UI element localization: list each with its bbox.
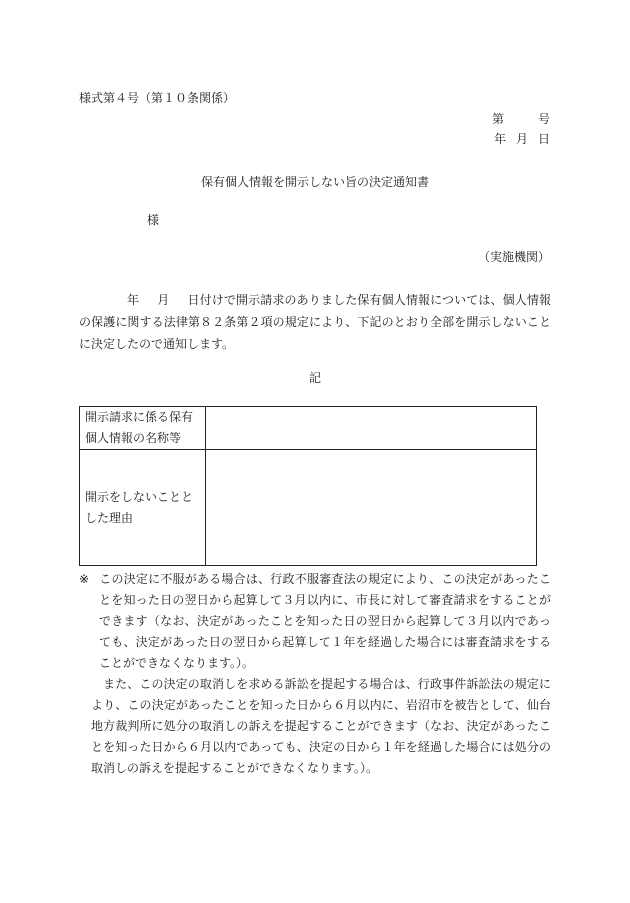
table-row [80, 407, 537, 450]
row2-label: 開示をしないこととした理由 [80, 450, 206, 566]
note-lawsuit: また、この決定の取消しを求める訴訟を提起する場合は、行政事件訴訟法の規定により、この決定があったことを知った日から６月以内に、岩沼市を被告として、仙台地方裁判所に処分の取消しの訴えを提起することができます（なお、決定があったことを知った日から６月以内であっても、決定の日から１年を経過した場合には処分の取消しの訴えを提起することができなくなります。）。 [91, 677, 551, 775]
implementing-agency: （実施機関） [477, 250, 550, 264]
body-text: 日付けで開示請求のありました保有個人情報については、個人情報の保護に関する法律第８２条第２項の規定により、下記のとおり全部を開示しないことに決定したので通知します。 [79, 293, 551, 351]
date-month: 月 [515, 132, 528, 146]
date-day: 日 [537, 132, 550, 146]
row1-label: 開示請求に係る保有個人情報の名称等 [80, 407, 206, 450]
note-appeal [79, 569, 551, 674]
note-appeal-text: この決定に不服がある場合は、行政不服審査法の規定により、この決定があったことを知った日の翌日から起算して３月以内に、市長に対して審査請求をすることができます（なお、決定があったことを知った日の翌日から起算して３月以内であっても、決定があった日の翌日から起算して１年を経過した場合には審査請求をすることができなくなります。）。 [99, 572, 551, 670]
row1-value [206, 407, 537, 450]
info-table [79, 406, 537, 566]
note-mark: ※ [79, 572, 90, 586]
table-row [80, 450, 537, 566]
body-year: 年 [127, 293, 140, 307]
ki-heading: 記 [308, 371, 321, 385]
form-number: 様式第４号（第１０条関係） [79, 91, 236, 105]
document-number-suffix: 号 [537, 112, 550, 126]
document-number [492, 112, 550, 128]
date-year: 年 [493, 132, 506, 146]
document-date [494, 132, 550, 148]
body-month: 月 [157, 293, 170, 307]
document-number-prefix: 第 [491, 112, 504, 126]
body-paragraph [79, 289, 551, 355]
notes-section [79, 569, 551, 779]
addressee: 様 [147, 213, 160, 227]
row2-value [206, 450, 537, 566]
document-title: 保有個人情報を開示しない旨の決定通知書 [200, 175, 429, 189]
